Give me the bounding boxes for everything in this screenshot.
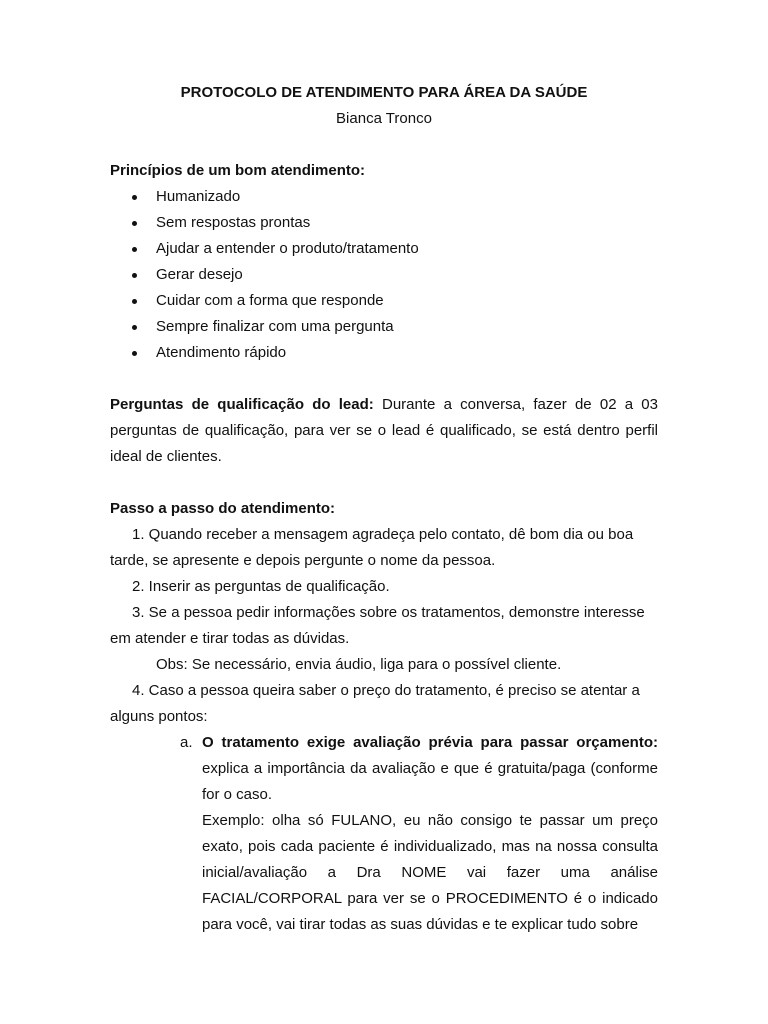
step-1: 1. Quando receber a mensagem agradeça pelo contato, dê bom dia ou boa tarde, se apresente e depois pergunte o nome da pessoa. bbox=[110, 526, 634, 569]
bullet-icon bbox=[132, 351, 137, 356]
document-page bbox=[110, 80, 658, 938]
bullet-icon bbox=[132, 273, 137, 278]
list-item-text: Ajudar a entender o produto/tratamento bbox=[156, 240, 419, 257]
principles-list bbox=[110, 184, 658, 366]
qualification-paragraph bbox=[110, 392, 658, 470]
list-item-text: Atendimento rápido bbox=[156, 344, 287, 361]
list-item bbox=[110, 314, 658, 340]
document-title: PROTOCOLO DE ATENDIMENTO PARA ÁREA DA SAÚDE bbox=[180, 84, 588, 101]
sub-item-a-text bbox=[202, 730, 658, 808]
bullet-icon bbox=[132, 325, 137, 330]
spacer bbox=[110, 366, 658, 392]
list-item-text: Humanizado bbox=[156, 188, 241, 205]
bullet-icon bbox=[132, 299, 137, 304]
sub-item-a bbox=[110, 730, 658, 938]
sub-item-letter: a. bbox=[180, 734, 193, 751]
list-item bbox=[110, 210, 658, 236]
steps-heading: Passo a passo do atendimento: bbox=[110, 500, 336, 517]
bullet-icon bbox=[132, 247, 137, 252]
qualification-heading: Perguntas de qualificação do lead: bbox=[110, 396, 374, 413]
qualification-text: Durante a conversa, fazer de 02 a 03 perguntas de qualificação, para ver se o lead é qualificado, se está dentro perfil ideal de clientes. bbox=[110, 396, 658, 465]
list-item-text: Sempre finalizar com uma pergunta bbox=[156, 318, 394, 335]
sub-item-a-body: explica a importância da avaliação e que é gratuita/paga (conforme for o caso. bbox=[202, 760, 658, 803]
sub-item-a-heading: O tratamento exige avaliação prévia para passar orçamento: bbox=[202, 734, 658, 751]
spacer bbox=[110, 470, 658, 496]
principles-heading: Princípios de um bom atendimento: bbox=[110, 162, 366, 179]
list-item bbox=[110, 184, 658, 210]
list-item-text: Cuidar com a forma que responde bbox=[156, 292, 384, 309]
spacer bbox=[110, 132, 658, 158]
list-item bbox=[110, 236, 658, 262]
bullet-icon bbox=[132, 221, 137, 226]
step-3: 3. Se a pessoa pedir informações sobre os tratamentos, demonstre interesse em atender e tirar todas as dúvidas. bbox=[110, 604, 645, 647]
sub-item-a-example: Exemplo: olha só FULANO, eu não consigo te passar um preço exato, pois cada paciente é individualizado, mas na nossa consulta inicial/avaliação a Dra NOME vai fazer uma análise FACIAL/CORPORAL para ver se o PROCEDIMENTO é o indicado para você, vai tirar todas as suas dúvidas e te explicar tudo sobre bbox=[202, 812, 658, 933]
document-author: Bianca Tronco bbox=[336, 110, 432, 127]
bullet-icon bbox=[132, 195, 137, 200]
list-item bbox=[110, 262, 658, 288]
list-item-text: Sem respostas prontas bbox=[156, 214, 311, 231]
list-item bbox=[110, 340, 658, 366]
step-3-obs: Obs: Se necessário, envia áudio, liga para o possível cliente. bbox=[156, 656, 562, 673]
list-item bbox=[110, 288, 658, 314]
step-2: 2. Inserir as perguntas de qualificação. bbox=[132, 578, 390, 595]
step-4: 4. Caso a pessoa queira saber o preço do tratamento, é preciso se atentar a alguns pontos: bbox=[110, 682, 640, 725]
list-item-text: Gerar desejo bbox=[156, 266, 243, 283]
